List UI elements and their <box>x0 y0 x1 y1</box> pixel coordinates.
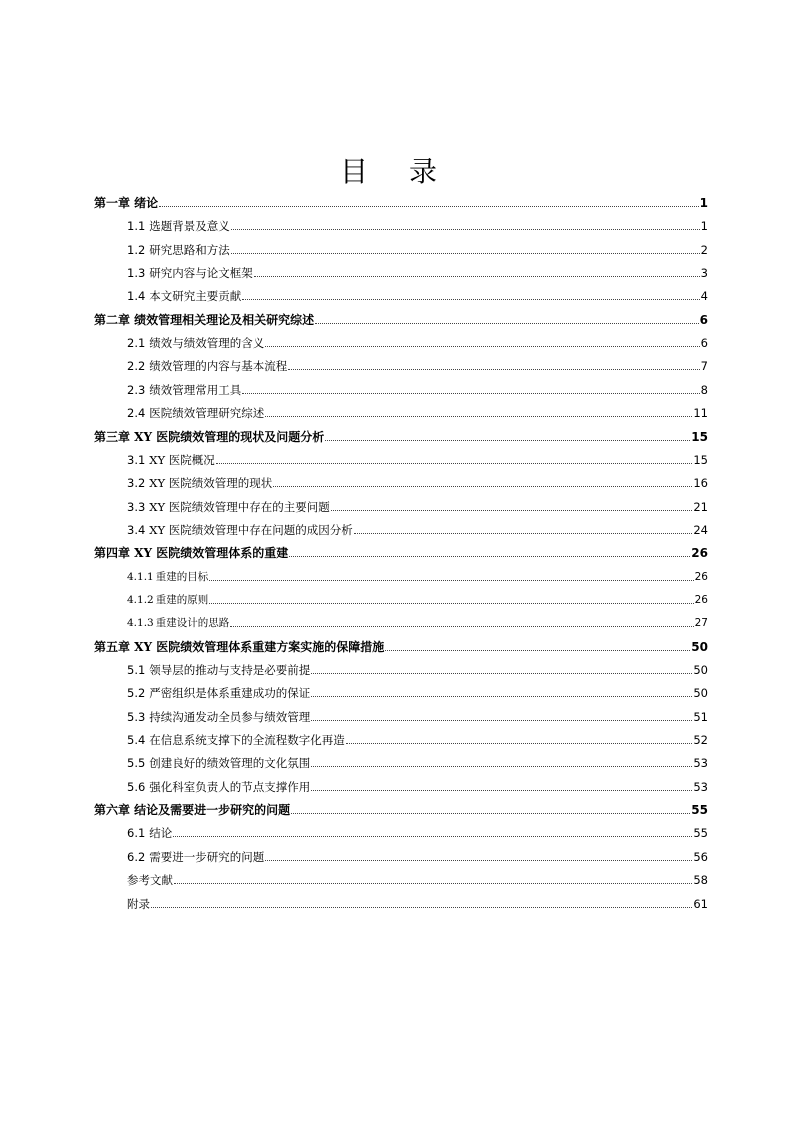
toc-page-number: 55 <box>691 803 708 818</box>
toc-section-entry[interactable] <box>127 846 708 864</box>
toc-entry-text: 重建设计的思路 <box>155 617 230 630</box>
dot-leader <box>231 253 700 254</box>
toc-page-number: 58 <box>693 873 708 888</box>
toc-entry-label <box>127 523 353 537</box>
toc-page-number: 7 <box>700 359 708 374</box>
toc-entry-number: 5.2 <box>127 686 146 701</box>
toc-entry-text: 持续沟通发动全员参与绩效管理 <box>149 709 311 724</box>
toc-entry-label <box>127 593 208 607</box>
toc-page-number: 50 <box>693 686 708 701</box>
toc-section-entry[interactable] <box>127 893 708 911</box>
toc-page-number: 15 <box>693 452 708 467</box>
dot-leader <box>289 556 690 557</box>
toc-entry-text: 第五章 XY 医院绩效管理体系重建方案实施的保障措施 <box>94 639 385 654</box>
toc-entry-text: 创建良好的绩效管理的文化氛围 <box>149 756 311 771</box>
toc-entry-number: 4.1.3 <box>127 617 154 630</box>
toc-entry-text: 附录 <box>127 896 150 911</box>
toc-entry-number: 5.6 <box>127 779 146 794</box>
toc-entry-number: 1.4 <box>127 289 146 304</box>
toc-entry-label <box>94 640 384 654</box>
dot-leader <box>173 836 692 837</box>
toc-section-entry[interactable] <box>127 449 708 467</box>
toc-entry-label <box>94 313 314 327</box>
toc-entry-text: 强化科室负责人的节点支撑作用 <box>149 779 311 794</box>
dot-leader <box>311 673 692 674</box>
dot-leader <box>209 580 693 581</box>
toc-entry-text: 在信息系统支撑下的全流程数字化再造 <box>149 733 345 748</box>
toc-entry-text: 结论 <box>149 826 173 841</box>
toc-page-number: 61 <box>693 896 708 911</box>
toc-entry-label <box>127 383 241 397</box>
toc-title: 目 录 <box>340 155 453 188</box>
toc-chapter-entry[interactable] <box>94 309 708 327</box>
dot-leader <box>254 276 700 277</box>
toc-entry-text: 第一章 绪论 <box>94 196 159 210</box>
toc-entry-label <box>127 570 208 584</box>
toc-section-entry[interactable] <box>127 776 708 794</box>
toc-page-number: 53 <box>693 756 708 771</box>
toc-page-number: 26 <box>694 570 708 583</box>
dot-leader <box>216 463 693 464</box>
toc-entry-label <box>127 476 272 490</box>
toc-section-entry[interactable] <box>127 566 708 584</box>
dot-leader <box>346 743 693 744</box>
toc-entry-text: 领导层的推动与支持是必要前提 <box>149 663 311 677</box>
toc-entry-label <box>94 803 290 817</box>
toc-page-number: 53 <box>693 779 708 794</box>
toc-entry-number: 5.5 <box>127 756 146 771</box>
toc-entry-label <box>127 289 241 303</box>
toc-page-number: 15 <box>691 429 708 444</box>
toc-chapter-entry[interactable] <box>94 542 708 560</box>
toc-page-number: 6 <box>699 312 708 327</box>
toc-entry-label <box>127 359 287 373</box>
toc-entry-number: 4.1.1 <box>127 570 154 583</box>
toc-section-entry[interactable] <box>127 402 708 420</box>
toc-entry-number: 5.1 <box>127 663 146 677</box>
toc-entry-label <box>127 663 310 677</box>
toc-entry-number: 4.1.2 <box>127 593 154 606</box>
toc-entry-label <box>127 686 310 700</box>
toc-entry-label <box>127 873 173 887</box>
toc-section-entry[interactable] <box>127 752 708 770</box>
toc-entry-label <box>94 546 288 560</box>
toc-entry-label <box>127 850 264 864</box>
toc-entry-number: 5.4 <box>127 733 146 748</box>
toc-section-entry[interactable] <box>127 519 708 537</box>
dot-leader <box>231 229 700 230</box>
toc-page-number: 2 <box>700 242 708 257</box>
toc-page-number: 8 <box>700 382 708 397</box>
toc-entry-label <box>127 826 172 840</box>
toc-section-entry[interactable] <box>127 215 708 233</box>
toc-section-entry[interactable] <box>127 472 708 490</box>
toc-entry-number: 5.3 <box>127 709 146 724</box>
toc-section-entry[interactable] <box>127 285 708 303</box>
toc-entry-label <box>127 756 310 770</box>
toc-entry-text: 医院绩效管理研究综述 <box>149 406 265 421</box>
toc-entry-label <box>127 710 310 724</box>
dot-leader <box>159 206 698 207</box>
dot-leader <box>311 766 692 767</box>
dot-leader <box>230 626 693 627</box>
toc-entry-label <box>127 266 253 280</box>
toc-page-number: 56 <box>693 849 708 864</box>
toc-section-entry[interactable] <box>127 496 708 514</box>
toc-section-entry[interactable] <box>127 589 708 607</box>
toc-entry-label <box>94 196 158 210</box>
dot-leader <box>311 720 692 721</box>
toc-chapter-entry[interactable] <box>94 636 708 654</box>
dot-leader <box>209 603 693 604</box>
toc-entry-label <box>127 219 230 233</box>
toc-entry-label <box>127 453 215 467</box>
toc-chapter-entry[interactable] <box>94 192 708 210</box>
toc-section-entry[interactable] <box>127 729 708 747</box>
dot-leader <box>385 650 690 651</box>
dot-leader <box>265 346 699 347</box>
toc-page-number: 51 <box>693 709 708 724</box>
toc-entry-number: 2.2 <box>127 359 146 374</box>
toc-section-entry[interactable] <box>127 706 708 724</box>
toc-page-number: 6 <box>700 336 708 351</box>
toc-chapter-entry[interactable] <box>94 799 708 817</box>
toc-entry-number: 6.1 <box>127 826 146 841</box>
dot-leader <box>273 486 692 487</box>
dot-leader <box>288 369 699 370</box>
toc-page-number: 11 <box>693 406 708 421</box>
toc-entry-number: 1.3 <box>127 266 146 281</box>
toc-entry-number: 2.3 <box>127 382 146 397</box>
toc-page-number: 27 <box>694 617 708 630</box>
toc-entry-number: 2.1 <box>127 336 146 351</box>
toc-section-entry[interactable] <box>127 262 708 280</box>
toc-section-entry[interactable] <box>127 822 708 840</box>
dot-leader <box>331 510 693 511</box>
dot-leader <box>311 790 692 791</box>
toc-chapter-entry[interactable] <box>94 426 708 444</box>
toc-entry-text: 第六章 结论及需要进一步研究的问题 <box>94 803 291 818</box>
toc-entry-text: XY 医院绩效管理的现状 <box>149 476 273 491</box>
toc-entry-number: 6.2 <box>127 849 146 864</box>
toc-entry-text: 研究思路和方法 <box>149 242 230 257</box>
toc-entry-label <box>127 406 264 420</box>
toc-entry-text: 本文研究主要贡献 <box>149 289 242 304</box>
toc-entry-number: 3.2 <box>127 476 146 491</box>
toc-page-number: 52 <box>693 733 708 748</box>
toc-page-number: 16 <box>693 476 708 491</box>
toc-entry-label <box>127 500 330 514</box>
toc-entry-text: 重建的原则 <box>155 593 209 606</box>
toc-section-entry[interactable] <box>127 239 708 257</box>
toc-entry-label <box>127 733 345 747</box>
toc-entry-number: 3.4 <box>127 522 146 537</box>
toc-entry-text: XY 医院绩效管理中存在问题的成因分析 <box>149 522 353 537</box>
toc-page-number: 21 <box>693 499 708 514</box>
dot-leader <box>311 696 692 697</box>
dot-leader <box>315 323 698 324</box>
toc-section-entry[interactable] <box>127 659 708 677</box>
dot-leader <box>265 416 692 417</box>
toc-entry-text: 重建的目标 <box>155 570 209 583</box>
dot-leader <box>242 393 699 394</box>
toc-entry-text: 严密组织是体系重建成功的保证 <box>149 686 311 701</box>
toc-section-entry[interactable] <box>127 682 708 700</box>
toc-entry-text: XY 医院绩效管理中存在的主要问题 <box>149 499 330 514</box>
toc-entry-number: 1.1 <box>127 219 146 234</box>
toc-page-number: 24 <box>693 522 708 537</box>
toc-entry-label <box>127 897 150 911</box>
toc-page-number: 55 <box>693 826 708 841</box>
toc-entry-number: 2.4 <box>127 406 146 421</box>
toc-entry-label <box>127 780 310 794</box>
dot-leader <box>325 440 690 441</box>
toc-entry-text: 研究内容与论文框架 <box>149 266 253 281</box>
toc-page-number: 50 <box>691 639 708 654</box>
dot-leader <box>174 883 692 884</box>
toc-section-entry[interactable] <box>127 379 708 397</box>
toc-entry-text: 第二章 绩效管理相关理论及相关研究综述 <box>94 312 315 327</box>
toc-section-entry[interactable] <box>127 355 708 373</box>
toc-entry-label <box>127 336 264 350</box>
toc-entry-text: 选题背景及意义 <box>149 219 230 234</box>
dot-leader <box>354 533 693 534</box>
dot-leader <box>242 299 699 300</box>
toc-page-number: 50 <box>693 663 708 677</box>
toc-entry-text: 绩效管理的内容与基本流程 <box>149 359 288 374</box>
dot-leader <box>151 907 692 908</box>
toc-section-entry[interactable] <box>127 869 708 887</box>
dot-leader <box>265 860 692 861</box>
toc-entry-text: 绩效与绩效管理的含义 <box>149 336 265 351</box>
dot-leader <box>291 813 690 814</box>
toc-entry-text: 绩效管理常用工具 <box>149 382 242 397</box>
toc-entry-number: 3.1 <box>127 452 146 467</box>
toc-entry-label <box>127 616 229 630</box>
toc-page-number: 1 <box>699 196 708 210</box>
toc-section-entry[interactable] <box>127 332 708 350</box>
toc-page-number: 26 <box>694 593 708 606</box>
toc-entry-text: 第三章 XY 医院绩效管理的现状及问题分析 <box>94 429 325 444</box>
toc-entry-number: 3.3 <box>127 499 146 514</box>
toc-entry-text: 第四章 XY 医院绩效管理体系的重建 <box>94 546 289 561</box>
toc-entry-text: 参考文献 <box>127 873 173 888</box>
toc-page-number: 26 <box>691 546 708 561</box>
toc-page-number: 3 <box>700 266 708 281</box>
toc-section-entry[interactable] <box>127 612 708 630</box>
toc-entry-label <box>127 243 230 257</box>
toc-page-number: 1 <box>700 219 708 234</box>
toc-entry-text: 需要进一步研究的问题 <box>149 849 265 864</box>
toc-entry-label <box>94 430 324 444</box>
toc-page-number: 4 <box>700 289 708 304</box>
toc-entry-text: XY 医院概况 <box>149 452 215 467</box>
toc-entry-number: 1.2 <box>127 242 146 257</box>
